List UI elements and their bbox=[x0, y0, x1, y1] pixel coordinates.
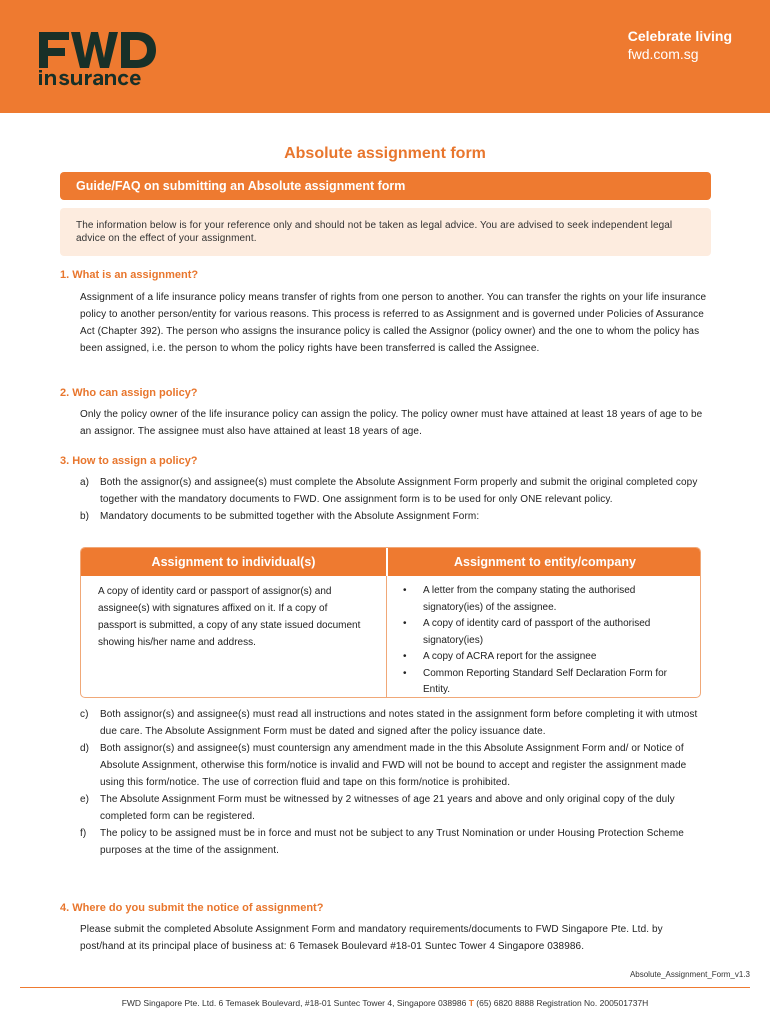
fwd-insurance-logo bbox=[35, 28, 160, 90]
bullet-icon: • bbox=[403, 651, 407, 662]
footer-address: FWD Singapore Pte. Ltd. 6 Temasek Boulevard, #18-01 Suntec Tower 4, Singapore 038986 bbox=[121, 998, 467, 1008]
bullet-item bbox=[403, 583, 693, 616]
list-text: Both the assignor(s) and assignee(s) must complete the Absolute Assignment Form properly and submit the original completed copy together with the mandatory documents to FWD. One assignment form is to be used for only ONE relevant policy. bbox=[100, 477, 698, 505]
guide-banner: Guide/FAQ on submitting an Absolute assignment form bbox=[60, 172, 711, 200]
bullet-icon: • bbox=[403, 585, 407, 596]
list-marker: f) bbox=[80, 828, 87, 839]
tagline-text: Celebrate living bbox=[627, 28, 732, 44]
footer-tel: (65) 6820 8888 bbox=[476, 998, 534, 1008]
bullet-text: Common Reporting Standard Self Declaration Form for Entity. bbox=[423, 667, 667, 695]
table-cell-entity bbox=[403, 583, 693, 698]
section-3-list-bottom bbox=[80, 706, 710, 859]
section-3-list-top bbox=[80, 474, 710, 525]
list-item bbox=[80, 740, 710, 791]
list-text: The Absolute Assignment Form must be witnessed by 2 witnesses of age 21 years and above and only original copy of the duly completed form can be registered. bbox=[100, 794, 675, 822]
list-marker: b) bbox=[80, 511, 90, 522]
section-2-heading: 2. Who can assign policy? bbox=[60, 387, 198, 399]
list-text: Both assignor(s) and assignee(s) must read all instructions and notes stated in the assignment form before completing it with utmost due care. The Absolute Assignment Form must be dated and signed after the policy issuance date. bbox=[100, 709, 698, 737]
list-item bbox=[80, 508, 710, 525]
page-title: Absolute assignment form bbox=[284, 145, 486, 162]
table-header-individual: Assignment to individual(s) bbox=[81, 548, 386, 576]
table-cell-individual: A copy of identity card or passport of assignor(s) and assignee(s) with signatures affixed on it. If a copy of passport is submitted, a copy of any state issued document showing his/her name and address. bbox=[98, 586, 361, 648]
footer-divider bbox=[20, 987, 750, 988]
list-marker: c) bbox=[80, 709, 89, 720]
page-header bbox=[0, 0, 770, 113]
section-1-body: Assignment of a life insurance policy means transfer of rights from one person to another. You can transfer the rights on your life insurance policy to another person/entity for various reasons. This process is referred to as Assignment and is governed under Policies of Assurance Act (Chapter 392). The person who assigns the insurance policy is called the Assignor (policy owner) and the one to whom the policy has been assigned, i.e. the person to whom the policy rights have been transferred is called the Assignee. bbox=[80, 292, 707, 354]
footer-registration: Registration No. 200501737H bbox=[536, 998, 649, 1008]
column-divider bbox=[386, 576, 387, 698]
list-text: The policy to be assigned must be in force and must not be subject to any Trust Nomination or under Housing Protection Scheme purposes at the time of the assignment. bbox=[100, 828, 684, 856]
footer-tel-label: T bbox=[468, 998, 474, 1008]
list-marker: a) bbox=[80, 477, 90, 488]
list-item bbox=[80, 706, 710, 740]
list-item bbox=[80, 791, 710, 825]
disclaimer-box: The information below is for your reference only and should not be taken as legal advice. You are advised to seek independent legal advice on the effect of your assignment. bbox=[60, 208, 711, 256]
list-text: Mandatory documents to be submitted together with the Absolute Assignment Form: bbox=[100, 511, 480, 522]
list-marker: e) bbox=[80, 794, 90, 805]
section-4-body: Please submit the completed Absolute Assignment Form and mandatory requirements/documents to FWD Singapore Pte. Ltd. by post/hand at its principal place of business at: 6 Temasek Boulevard #18-01 Suntec Tower 4 Singapore 038986. bbox=[80, 924, 663, 952]
list-item bbox=[80, 825, 710, 859]
page-footer bbox=[0, 998, 770, 1008]
bullet-item bbox=[403, 616, 693, 649]
section-3-heading: 3. How to assign a policy? bbox=[60, 455, 198, 467]
table-header-entity: Assignment to entity/company bbox=[388, 548, 701, 576]
section-1-heading: 1. What is an assignment? bbox=[60, 269, 199, 281]
bullet-icon: • bbox=[403, 667, 407, 679]
header-tagline bbox=[628, 27, 732, 63]
section-4-heading: 4. Where do you submit the notice of assignment? bbox=[60, 902, 324, 914]
website-link[interactable]: fwd.com.sg bbox=[627, 46, 699, 62]
bullet-text: A copy of ACRA report for the assignee bbox=[423, 651, 597, 662]
mandatory-documents-table bbox=[80, 547, 701, 698]
bullet-item bbox=[403, 666, 693, 699]
list-marker: d) bbox=[80, 743, 90, 754]
bullet-item bbox=[403, 649, 693, 666]
bullet-text: A letter from the company stating the authorised signatory(ies) of the assignee. bbox=[423, 585, 636, 613]
list-text: Both assignor(s) and assignee(s) must countersign any amendment made in the this Absolute Assignment Form and/ or Notice of Absolute Assignment, otherwise this form/notice is invalid and FWD will not be bound to accept and register the assignment made using this form/notice. The use of correction fluid and tape on this form/notice is prohibited. bbox=[100, 743, 687, 788]
bullet-text: A copy of identity card of passport of the authorised signatory(ies) bbox=[423, 618, 651, 646]
list-item bbox=[80, 474, 710, 508]
form-version: Absolute_Assignment_Form_v1.3 bbox=[629, 970, 750, 979]
section-2-body: Only the policy owner of the life insurance policy can assign the policy. The policy owner must have attained at least 18 years of age to be an assignor. The assignee must also have attained at least 18 years of age. bbox=[80, 409, 703, 437]
bullet-icon: • bbox=[403, 618, 407, 629]
